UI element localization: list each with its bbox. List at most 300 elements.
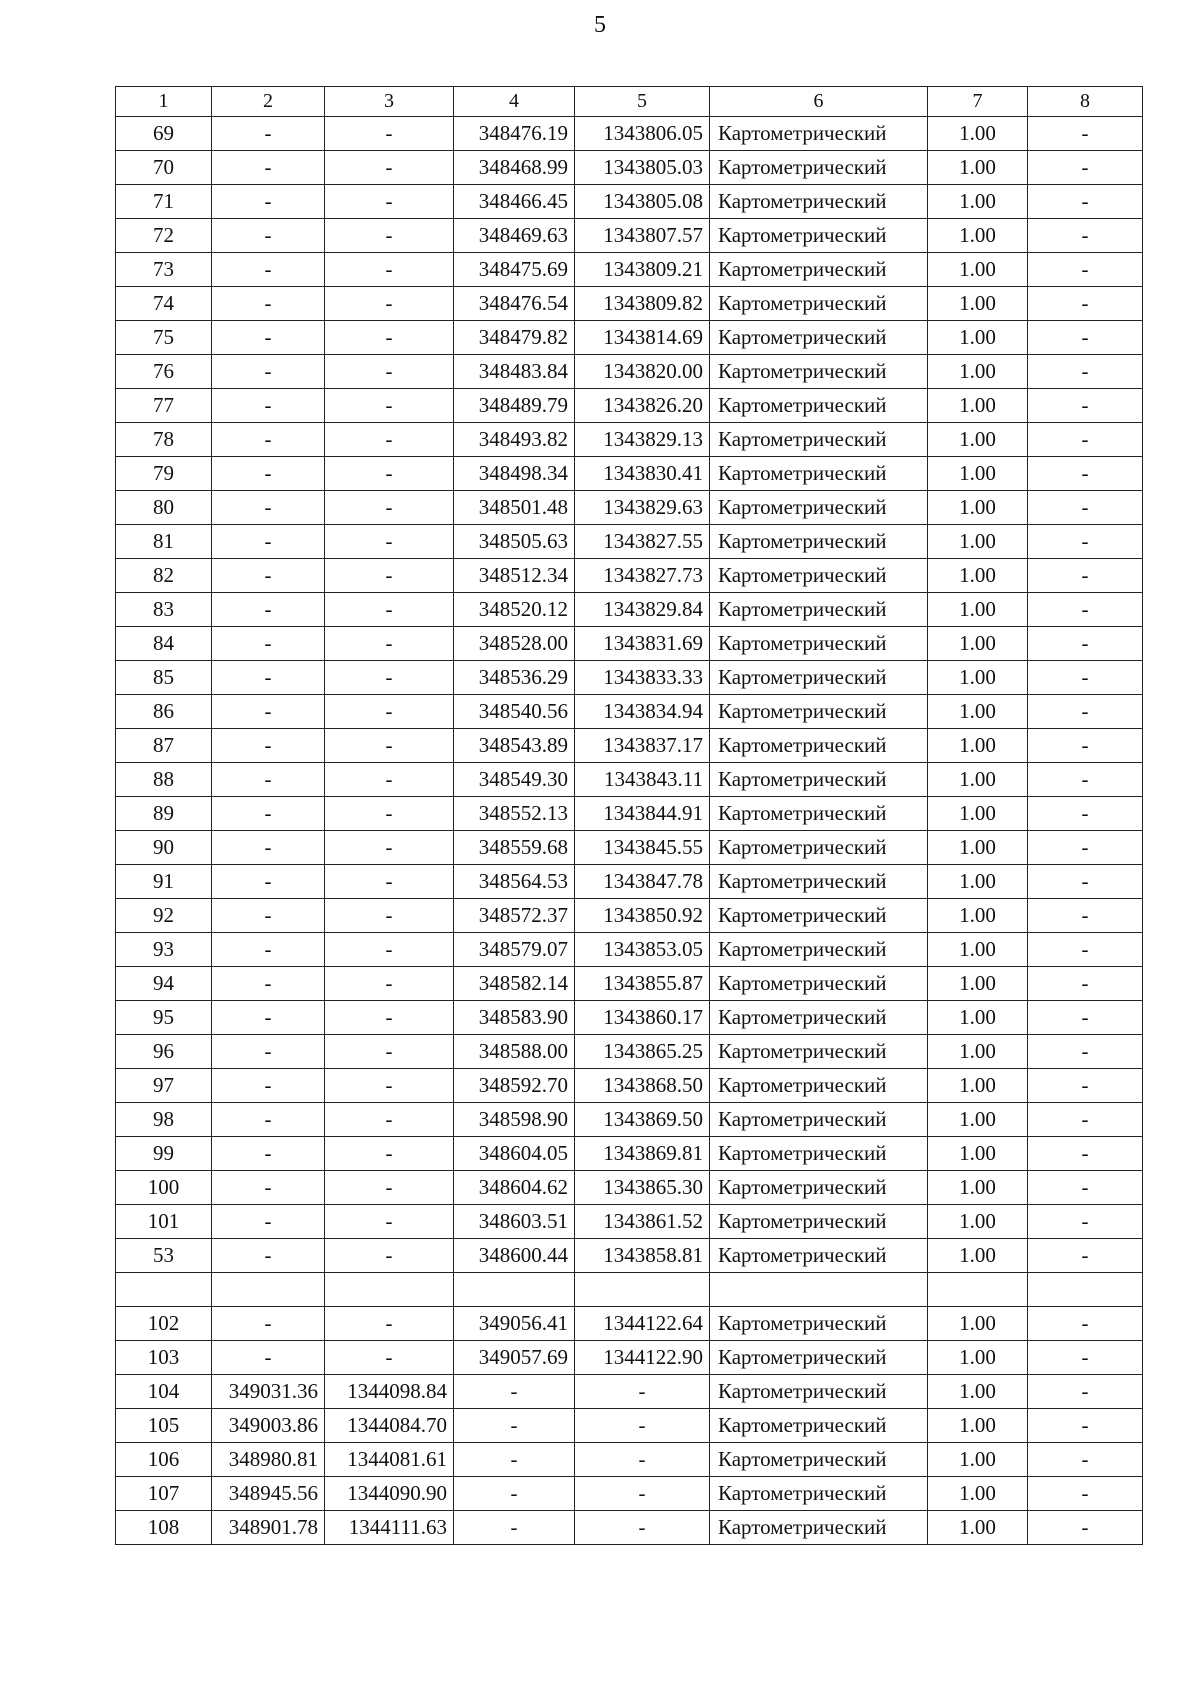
table-cell (454, 1273, 575, 1307)
table-cell: - (212, 831, 325, 865)
table-cell: 1.00 (928, 695, 1028, 729)
table-cell: - (1028, 151, 1143, 185)
table-cell: 93 (116, 933, 212, 967)
table-cell: 348476.54 (454, 287, 575, 321)
table-cell: Картометрический (710, 593, 928, 627)
table-cell: 348600.44 (454, 1239, 575, 1273)
table-cell: Картометрический (710, 185, 928, 219)
column-header: 7 (928, 87, 1028, 117)
table-row (116, 729, 1143, 763)
table-cell: 1.00 (928, 797, 1028, 831)
table-cell: 1344122.64 (575, 1307, 710, 1341)
table-cell: - (325, 865, 454, 899)
table-cell: - (325, 695, 454, 729)
table-cell: 76 (116, 355, 212, 389)
table-cell: 348588.00 (454, 1035, 575, 1069)
table-cell: - (325, 389, 454, 423)
table-cell: - (325, 1239, 454, 1273)
table-cell: 348901.78 (212, 1511, 325, 1545)
table-cell: 1344084.70 (325, 1409, 454, 1443)
table-cell: 1343853.05 (575, 933, 710, 967)
table-cell: - (1028, 695, 1143, 729)
table-cell: - (454, 1477, 575, 1511)
table-cell: Картометрический (710, 287, 928, 321)
table-cell: 1343807.57 (575, 219, 710, 253)
table-row (116, 185, 1143, 219)
table-cell: 1343809.82 (575, 287, 710, 321)
table-cell: - (325, 185, 454, 219)
table-row (116, 865, 1143, 899)
table-cell: 348483.84 (454, 355, 575, 389)
table-cell: 1343833.33 (575, 661, 710, 695)
table-cell: - (325, 287, 454, 321)
table-cell: 84 (116, 627, 212, 661)
table-body (116, 87, 1143, 1545)
table-cell: 85 (116, 661, 212, 695)
column-header: 3 (325, 87, 454, 117)
table-row (116, 525, 1143, 559)
table-cell: 348583.90 (454, 1001, 575, 1035)
table-cell: 1.00 (928, 457, 1028, 491)
table-cell: 349003.86 (212, 1409, 325, 1443)
table-cell: 1.00 (928, 423, 1028, 457)
table-row (116, 933, 1143, 967)
table-cell (116, 1273, 212, 1307)
table-row (116, 627, 1143, 661)
table-cell: - (325, 253, 454, 287)
table-cell: 53 (116, 1239, 212, 1273)
table-cell: 101 (116, 1205, 212, 1239)
table-cell: 1344098.84 (325, 1375, 454, 1409)
table-cell: - (325, 1205, 454, 1239)
table-cell: Картометрический (710, 1375, 928, 1409)
table-cell: - (212, 219, 325, 253)
table-cell: 1.00 (928, 967, 1028, 1001)
table-cell: - (1028, 525, 1143, 559)
table-cell: 73 (116, 253, 212, 287)
table-cell: 348466.45 (454, 185, 575, 219)
table-row (116, 287, 1143, 321)
table-cell: 71 (116, 185, 212, 219)
coordinates-table (115, 86, 1143, 1545)
table-cell: - (1028, 1035, 1143, 1069)
table-cell: 1.00 (928, 1307, 1028, 1341)
table-cell: - (212, 899, 325, 933)
table-cell: 348604.62 (454, 1171, 575, 1205)
table-cell: - (1028, 797, 1143, 831)
table-cell: 348469.63 (454, 219, 575, 253)
table-cell: 1343834.94 (575, 695, 710, 729)
table-cell: - (325, 525, 454, 559)
table-cell: 1.00 (928, 151, 1028, 185)
table-cell: - (1028, 1307, 1143, 1341)
column-header: 6 (710, 87, 928, 117)
table-cell: - (1028, 491, 1143, 525)
table-cell: Картометрический (710, 1307, 928, 1341)
table-cell: - (212, 661, 325, 695)
table-cell: - (212, 117, 325, 151)
table-cell: - (212, 1001, 325, 1035)
column-header: 4 (454, 87, 575, 117)
table-cell: Картометрический (710, 1477, 928, 1511)
table-cell: 1.00 (928, 831, 1028, 865)
table-cell: - (212, 1239, 325, 1273)
table-row (116, 1409, 1143, 1443)
table-cell: Картометрический (710, 899, 928, 933)
table-cell: - (1028, 1511, 1143, 1545)
table-cell: - (212, 525, 325, 559)
table-cell: - (1028, 1069, 1143, 1103)
table-cell: - (1028, 423, 1143, 457)
table-cell: - (325, 1103, 454, 1137)
table-cell: - (1028, 1375, 1143, 1409)
table-cell: 1.00 (928, 627, 1028, 661)
table-cell: 348543.89 (454, 729, 575, 763)
table-cell: Картометрический (710, 1443, 928, 1477)
table-cell: 1.00 (928, 899, 1028, 933)
table-cell: 87 (116, 729, 212, 763)
table-cell: - (212, 1103, 325, 1137)
table-cell: - (212, 1069, 325, 1103)
table-cell: Картометрический (710, 1239, 928, 1273)
table-cell: 1343805.08 (575, 185, 710, 219)
table-cell: - (325, 1341, 454, 1375)
table-cell: 1343861.52 (575, 1205, 710, 1239)
table-row (116, 321, 1143, 355)
table-cell: 1343809.21 (575, 253, 710, 287)
table-cell: - (575, 1375, 710, 1409)
table-cell: Картометрический (710, 151, 928, 185)
table-cell: Картометрический (710, 1137, 928, 1171)
table-cell: 1.00 (928, 1341, 1028, 1375)
table-cell: 1343850.92 (575, 899, 710, 933)
page-number: 5 (594, 12, 606, 38)
table-cell: - (212, 729, 325, 763)
table-cell: 1.00 (928, 865, 1028, 899)
table-cell (325, 1273, 454, 1307)
table-cell: 1343865.25 (575, 1035, 710, 1069)
table-cell: 1.00 (928, 491, 1028, 525)
table-cell: - (325, 1035, 454, 1069)
table-cell: - (454, 1511, 575, 1545)
table-cell: - (1028, 559, 1143, 593)
table-row (116, 1239, 1143, 1273)
table-cell: 1344111.63 (325, 1511, 454, 1545)
table-row (116, 763, 1143, 797)
table-row (116, 661, 1143, 695)
table-cell: - (325, 457, 454, 491)
table-cell: 1.00 (928, 1035, 1028, 1069)
table-cell: 348520.12 (454, 593, 575, 627)
table-cell: 1343855.87 (575, 967, 710, 1001)
table-cell: 83 (116, 593, 212, 627)
table-cell: Картометрический (710, 1205, 928, 1239)
table-cell: 348476.19 (454, 117, 575, 151)
table-cell: 1.00 (928, 117, 1028, 151)
table-row (116, 1477, 1143, 1511)
table-cell: 348489.79 (454, 389, 575, 423)
table-cell: 1344081.61 (325, 1443, 454, 1477)
table-cell: 1.00 (928, 559, 1028, 593)
table-cell: 1343820.00 (575, 355, 710, 389)
table-cell: - (1028, 729, 1143, 763)
table-cell: - (212, 967, 325, 1001)
table-row (116, 389, 1143, 423)
table-cell: 89 (116, 797, 212, 831)
table-cell: - (325, 797, 454, 831)
table-cell: 1.00 (928, 219, 1028, 253)
table-cell: - (454, 1375, 575, 1409)
table-cell: - (212, 627, 325, 661)
table-row (116, 423, 1143, 457)
table-cell: 1343814.69 (575, 321, 710, 355)
table-cell: Картометрический (710, 117, 928, 151)
table-cell: 348592.70 (454, 1069, 575, 1103)
table-cell: 81 (116, 525, 212, 559)
table-row (116, 1341, 1143, 1375)
table-cell: 1.00 (928, 253, 1028, 287)
table-cell: - (325, 151, 454, 185)
table-row (116, 1307, 1143, 1341)
table-cell: - (325, 219, 454, 253)
table-cell: 70 (116, 151, 212, 185)
table-cell: 1343806.05 (575, 117, 710, 151)
table-cell: 1.00 (928, 321, 1028, 355)
table-cell: 107 (116, 1477, 212, 1511)
table-cell: 1343845.55 (575, 831, 710, 865)
column-header: 2 (212, 87, 325, 117)
table-cell (575, 1273, 710, 1307)
table-cell: 77 (116, 389, 212, 423)
table-cell: - (212, 321, 325, 355)
table-cell: 1343827.73 (575, 559, 710, 593)
table-cell: Картометрический (710, 389, 928, 423)
table-cell: - (1028, 1239, 1143, 1273)
table-cell: 1.00 (928, 1001, 1028, 1035)
table-cell: 82 (116, 559, 212, 593)
table-cell: 1.00 (928, 729, 1028, 763)
table-cell: 348603.51 (454, 1205, 575, 1239)
table-cell: 74 (116, 287, 212, 321)
table-cell: 102 (116, 1307, 212, 1341)
table-cell: 348552.13 (454, 797, 575, 831)
table-cell: 348479.82 (454, 321, 575, 355)
table-cell: 348945.56 (212, 1477, 325, 1511)
table-cell (928, 1273, 1028, 1307)
table-cell: - (1028, 763, 1143, 797)
table-cell: 1.00 (928, 1477, 1028, 1511)
table-cell: Картометрический (710, 1035, 928, 1069)
table-cell: 1.00 (928, 1069, 1028, 1103)
table-cell: - (1028, 661, 1143, 695)
table-row (116, 559, 1143, 593)
table-cell: - (212, 865, 325, 899)
table-row (116, 695, 1143, 729)
table-cell: 72 (116, 219, 212, 253)
table-cell: 1.00 (928, 1103, 1028, 1137)
table-cell: - (1028, 1103, 1143, 1137)
table-cell: - (1028, 185, 1143, 219)
table-cell: - (1028, 967, 1143, 1001)
table-cell: 1343829.63 (575, 491, 710, 525)
table-cell: Картометрический (710, 1341, 928, 1375)
table-cell: - (212, 1307, 325, 1341)
table-cell: 97 (116, 1069, 212, 1103)
table-cell: 348505.63 (454, 525, 575, 559)
table-cell: - (1028, 1409, 1143, 1443)
table-row (116, 899, 1143, 933)
table-cell: - (212, 933, 325, 967)
table-cell: Картометрический (710, 423, 928, 457)
table-cell: 88 (116, 763, 212, 797)
table-cell: 96 (116, 1035, 212, 1069)
table-cell: 348598.90 (454, 1103, 575, 1137)
table-row (116, 1001, 1143, 1035)
table-cell: Картометрический (710, 1511, 928, 1545)
table-row (116, 967, 1143, 1001)
table-cell: - (1028, 1341, 1143, 1375)
table-cell: - (325, 763, 454, 797)
table-cell: 106 (116, 1443, 212, 1477)
table-cell: 348528.00 (454, 627, 575, 661)
table-cell: 348980.81 (212, 1443, 325, 1477)
table-cell: - (325, 423, 454, 457)
table-cell: 100 (116, 1171, 212, 1205)
table-row (116, 797, 1143, 831)
table-cell: 90 (116, 831, 212, 865)
table-cell: Картометрический (710, 627, 928, 661)
table-cell: - (1028, 933, 1143, 967)
table-cell: 348549.30 (454, 763, 575, 797)
table-cell: 104 (116, 1375, 212, 1409)
table-cell: - (325, 1307, 454, 1341)
table-cell: 348501.48 (454, 491, 575, 525)
table-header-row (116, 87, 1143, 117)
table-cell: - (212, 389, 325, 423)
table-row (116, 1375, 1143, 1409)
table-cell: 103 (116, 1341, 212, 1375)
table-row (116, 1103, 1143, 1137)
table-cell: Картометрический (710, 1103, 928, 1137)
column-header: 5 (575, 87, 710, 117)
table-cell: Картометрический (710, 559, 928, 593)
table-row (116, 491, 1143, 525)
table-cell: 348468.99 (454, 151, 575, 185)
table-row (116, 1035, 1143, 1069)
table-cell: - (1028, 1477, 1143, 1511)
table-cell: 1343869.81 (575, 1137, 710, 1171)
table-cell: Картометрический (710, 933, 928, 967)
table-cell: - (212, 1341, 325, 1375)
table-cell: 348475.69 (454, 253, 575, 287)
table-cell: - (212, 1171, 325, 1205)
table-cell: 86 (116, 695, 212, 729)
table-cell: 1.00 (928, 661, 1028, 695)
table-cell: - (325, 899, 454, 933)
table-cell: - (1028, 321, 1143, 355)
table-cell: Картометрический (710, 661, 928, 695)
table-cell: - (1028, 287, 1143, 321)
table-cell: 91 (116, 865, 212, 899)
table-cell: Картометрический (710, 525, 928, 559)
table-cell: 94 (116, 967, 212, 1001)
table-cell: 1343827.55 (575, 525, 710, 559)
table-cell: 1343844.91 (575, 797, 710, 831)
table-cell: - (325, 661, 454, 695)
table-cell: 108 (116, 1511, 212, 1545)
table-cell: - (325, 729, 454, 763)
table-cell: - (212, 797, 325, 831)
table-cell: Картометрический (710, 1001, 928, 1035)
table-cell: 1.00 (928, 593, 1028, 627)
table-cell: 1.00 (928, 1239, 1028, 1273)
table-cell: - (212, 1137, 325, 1171)
table-cell: - (1028, 831, 1143, 865)
table-cell: - (1028, 1205, 1143, 1239)
table-cell: - (325, 593, 454, 627)
table-cell: Картометрический (710, 355, 928, 389)
table-cell: - (1028, 1443, 1143, 1477)
table-cell: 78 (116, 423, 212, 457)
table-cell: - (1028, 389, 1143, 423)
table-row (116, 219, 1143, 253)
table-cell: - (212, 593, 325, 627)
table-cell: Картометрический (710, 253, 928, 287)
table-cell: 1.00 (928, 1171, 1028, 1205)
table-row (116, 1171, 1143, 1205)
table-cell: Картометрический (710, 729, 928, 763)
table-row (116, 1511, 1143, 1545)
table-cell: - (575, 1511, 710, 1545)
table-cell: - (325, 491, 454, 525)
table-cell: - (212, 457, 325, 491)
table-cell: - (1028, 593, 1143, 627)
table-cell: Картометрический (710, 1171, 928, 1205)
table-cell: Картометрический (710, 831, 928, 865)
table-row (116, 151, 1143, 185)
table-cell: 1343847.78 (575, 865, 710, 899)
table-cell: - (212, 355, 325, 389)
table-row (116, 1443, 1143, 1477)
table-cell: Картометрический (710, 967, 928, 1001)
table-cell: - (325, 933, 454, 967)
table-cell: - (1028, 253, 1143, 287)
table-cell: - (325, 967, 454, 1001)
table-cell: 1.00 (928, 287, 1028, 321)
table-cell: - (325, 355, 454, 389)
table-row (116, 1205, 1143, 1239)
table-cell (212, 1273, 325, 1307)
table-cell: Картометрический (710, 491, 928, 525)
table-cell: - (325, 559, 454, 593)
table-cell: - (1028, 865, 1143, 899)
table-cell: - (1028, 627, 1143, 661)
table-cell: Картометрический (710, 865, 928, 899)
table-cell: 1344090.90 (325, 1477, 454, 1511)
table-cell: 98 (116, 1103, 212, 1137)
table-cell: 1343858.81 (575, 1239, 710, 1273)
table-cell: Картометрический (710, 695, 928, 729)
table-cell: 1.00 (928, 1137, 1028, 1171)
table-row (116, 831, 1143, 865)
table-cell: - (212, 287, 325, 321)
table-cell: 1.00 (928, 389, 1028, 423)
table-cell: 92 (116, 899, 212, 933)
table-cell: Картометрический (710, 321, 928, 355)
table-cell: 105 (116, 1409, 212, 1443)
table-cell: - (575, 1409, 710, 1443)
table-row (116, 1273, 1143, 1307)
